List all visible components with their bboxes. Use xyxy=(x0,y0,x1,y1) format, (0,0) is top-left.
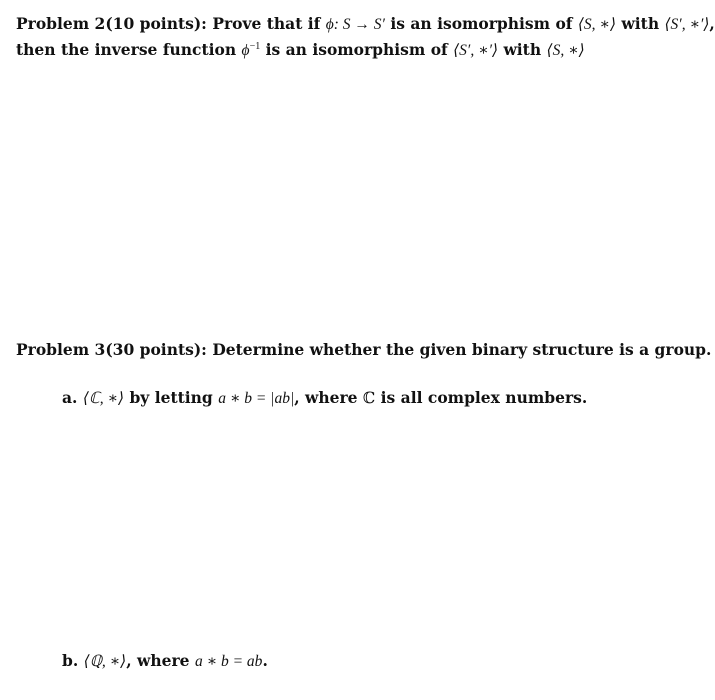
problem-2-heading: Problem 2(10 points): xyxy=(16,14,207,33)
problem-3-part-a xyxy=(62,385,587,411)
problem-2-text: then the inverse function xyxy=(16,40,237,59)
part-a-text: , where xyxy=(294,388,358,407)
part-b-label: b. xyxy=(62,651,79,670)
part-a-structure: ⟨ℂ, ∗⟩ xyxy=(82,390,125,407)
trailing-comma: , xyxy=(709,14,715,33)
complex-set-symbol: ℂ xyxy=(362,390,376,407)
problem-2-line-1 xyxy=(16,11,715,37)
with-word: with xyxy=(503,40,542,59)
problem-2-text: Prove that if xyxy=(212,14,321,33)
part-b-structure: ⟨ℚ, ∗⟩ xyxy=(83,653,127,670)
part-a-operation: a ∗ b = |ab| xyxy=(218,390,295,407)
phi-symbol: ϕ xyxy=(325,16,334,33)
problem-3-prompt: Determine whether the given binary structure is a group. xyxy=(212,340,712,359)
problem-3-heading: Problem 3(30 points): xyxy=(16,340,207,359)
part-a-label: a. xyxy=(62,388,78,407)
structure-s: ⟨S, ∗⟩ xyxy=(546,42,585,59)
problem-2-text: is an isomorphism of xyxy=(390,14,573,33)
part-b-operation: a ∗ b = ab xyxy=(194,653,263,670)
problem-2-line-2 xyxy=(16,37,715,63)
part-a-text: is all complex numbers. xyxy=(380,388,588,407)
part-a-text: by letting xyxy=(129,388,213,407)
part-b-text: , where xyxy=(126,651,190,670)
structure-s-prime: ⟨S′, ∗′⟩ xyxy=(664,16,710,33)
map-expression: : S → S′ xyxy=(333,16,385,33)
inverse-exponent: −1 xyxy=(249,40,261,52)
part-b-period: . xyxy=(262,651,268,670)
with-word: with xyxy=(621,14,660,33)
problem-2 xyxy=(16,11,715,63)
problem-2-text: is an isomorphism of xyxy=(265,40,448,59)
problem-3-part-b xyxy=(62,648,268,674)
problem-3 xyxy=(16,337,711,362)
structure-s-prime: ⟨S′, ∗′⟩ xyxy=(453,42,499,59)
structure-s: ⟨S, ∗⟩ xyxy=(577,16,617,33)
phi-symbol: ϕ xyxy=(241,42,250,59)
